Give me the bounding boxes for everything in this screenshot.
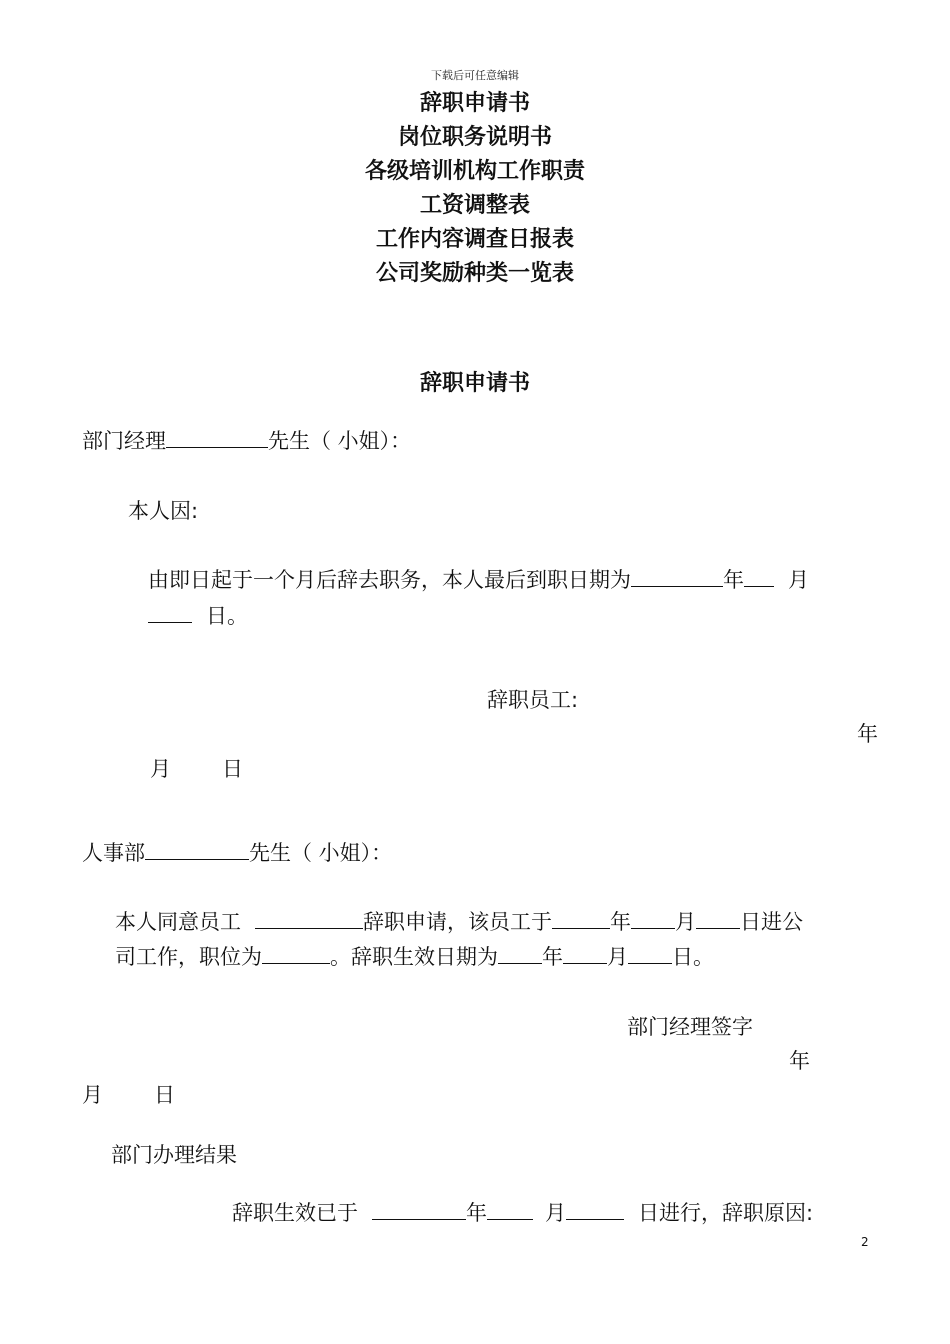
year-blank bbox=[498, 945, 542, 964]
toc-item: 各级培训机构工作职责 bbox=[364, 159, 585, 184]
date-month: 月 bbox=[82, 1083, 103, 1107]
year-blank bbox=[552, 910, 610, 929]
hr-salutation bbox=[82, 837, 392, 867]
year-label: 年 bbox=[610, 910, 631, 934]
month-label: 月 bbox=[545, 1201, 566, 1225]
day-blank bbox=[148, 604, 192, 623]
year-label: 年 bbox=[723, 568, 744, 592]
employee-blank bbox=[255, 910, 363, 929]
toc-item: 岗位职务说明书 bbox=[397, 125, 552, 150]
page-number: 2 bbox=[861, 1235, 869, 1249]
day-blank bbox=[566, 1201, 624, 1220]
resign-line-2 bbox=[148, 600, 248, 630]
dept-result-line bbox=[232, 1197, 813, 1227]
toc-item: 公司奖励种类一览表 bbox=[375, 261, 574, 286]
month-label: 月 bbox=[607, 945, 628, 969]
month-blank bbox=[631, 910, 675, 929]
hr-line-1 bbox=[115, 906, 803, 936]
date-month: 月 bbox=[150, 757, 171, 781]
day-blank bbox=[696, 910, 740, 929]
date-day: 日 bbox=[222, 757, 243, 781]
dept-result-label: 部门办理结果 bbox=[111, 1143, 237, 1167]
day-blank bbox=[628, 945, 672, 964]
dept-result-text: 辞职生效已于 bbox=[232, 1201, 358, 1225]
month-blank bbox=[744, 568, 774, 587]
hr-text: 辞职申请，该员工于 bbox=[363, 910, 552, 934]
year-blank bbox=[631, 568, 723, 587]
resign-line-1 bbox=[148, 564, 809, 594]
day-end-label: 日。 bbox=[206, 604, 248, 628]
hr-text: 司工作，职位为 bbox=[115, 945, 262, 969]
date-day: 日 bbox=[154, 1083, 175, 1107]
hr-line-2 bbox=[115, 941, 714, 971]
manager-sign-label: 部门经理签字 bbox=[627, 1015, 753, 1039]
name-blank bbox=[166, 429, 268, 448]
date-year: 年 bbox=[789, 1049, 810, 1073]
year-label: 年 bbox=[466, 1201, 487, 1225]
manager-salutation bbox=[82, 425, 411, 455]
name-blank bbox=[145, 841, 249, 860]
position-blank bbox=[262, 945, 330, 964]
month-label: 月 bbox=[675, 910, 696, 934]
toc-item: 辞职申请书 bbox=[419, 91, 530, 116]
toc-item: 工作内容调查日报表 bbox=[375, 227, 574, 252]
hr-text: 。辞职生效日期为 bbox=[330, 945, 498, 969]
hr-text: 日。 bbox=[672, 945, 714, 969]
hr-salutation-prefix: 人事部 bbox=[82, 841, 145, 865]
hr-salutation-suffix: 先生（ 小姐）： bbox=[249, 841, 393, 865]
month-label: 月 bbox=[788, 568, 809, 592]
salutation-suffix: 先生（ 小姐）： bbox=[268, 429, 412, 453]
reason-label: 本人因: bbox=[128, 499, 199, 523]
year-label: 年 bbox=[542, 945, 563, 969]
hr-text: 本人同意员工 bbox=[115, 910, 241, 934]
resign-text: 由即日起于一个月后辞去职务，本人最后到职日期为 bbox=[148, 568, 631, 592]
dept-result-text: 日进行，辞职原因: bbox=[638, 1201, 814, 1225]
date-year: 年 bbox=[857, 722, 878, 746]
toc-item: 工资调整表 bbox=[419, 193, 530, 218]
month-blank bbox=[487, 1201, 533, 1220]
signer-label: 辞职员工: bbox=[487, 688, 579, 712]
section-title: 辞职申请书 bbox=[419, 371, 530, 396]
salutation-prefix: 部门经理 bbox=[82, 429, 166, 453]
year-blank bbox=[372, 1201, 466, 1220]
month-blank bbox=[563, 945, 607, 964]
hr-text: 日进公 bbox=[740, 910, 803, 934]
header-note: 下载后可任意编辑 bbox=[431, 69, 519, 82]
